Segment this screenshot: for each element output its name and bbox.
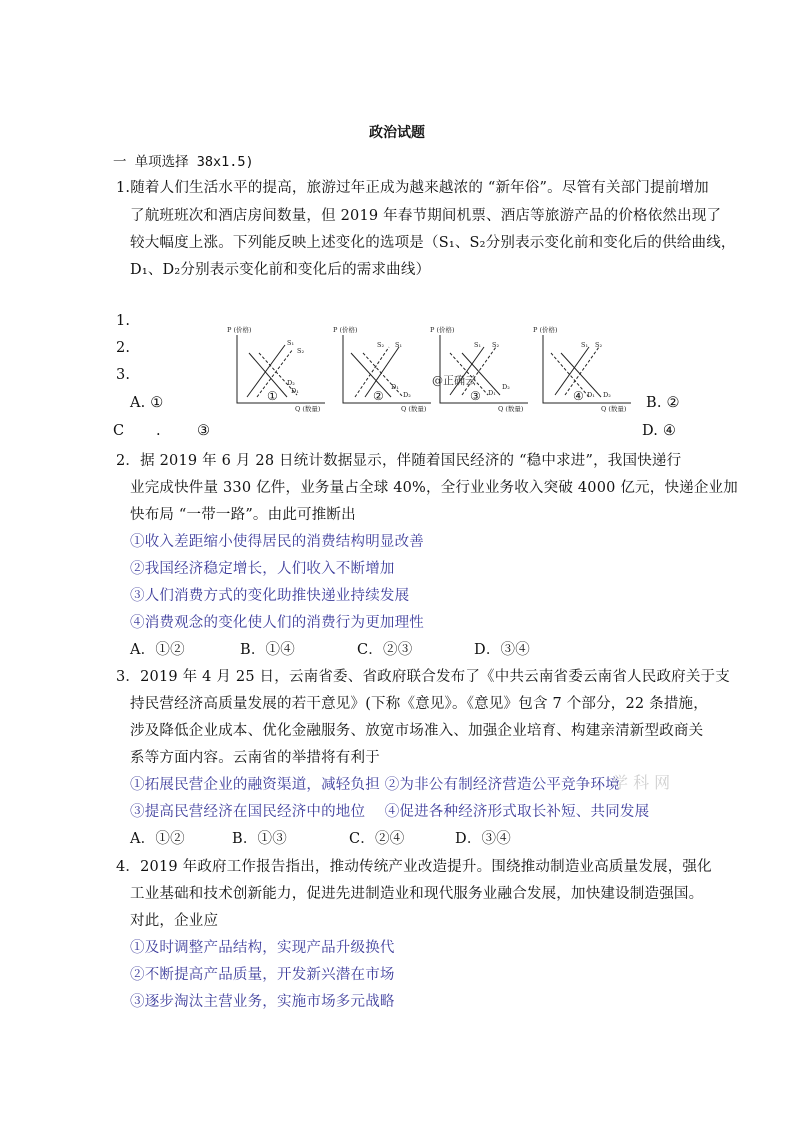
side-number-2: 2. [116,340,131,356]
q1-line-3: 较大幅度上涨。下列能反映上述变化的选项是（S₁、S₂分别表示变化前和变化后的供给曲线， [130,235,736,251]
q3-line-4: 系等方面内容。云南省的举措将有利于 [130,750,380,766]
q2-line-1: 2．据 2019 年 6 月 28 日统计数据显示，伴随着国民经济的 “稳中求进”，我国快递行 [116,453,682,469]
curve-label: S₂ [492,341,500,349]
side-number-1: 1. [116,313,131,329]
q1-option-c-letter[interactable]: C [113,423,125,439]
q2-item-4: ④消费观念的变化使人们的消费行为更加理性 [130,615,424,631]
q3-items-row-2: ③提高民营经济在国民经济中的地位 ④促进各种经济形式取长补短、共同发展 [130,804,650,820]
curve-label: D₁ [391,383,399,391]
q1-option-a[interactable]: A. ① [130,395,164,411]
curve-label: D₂ [603,391,611,399]
curve-label: D₁ [587,391,595,399]
axis-x-label: Q (数量) [295,405,321,413]
q1-line-4: D₁、D₂分别表示变化前和变化后的需求曲线） [130,262,431,278]
curve-label: S₁ [581,341,589,349]
curve-label: S₁ [395,341,403,349]
q4-item-1: ①及时调整产品结构，实现产品升级换代 [130,940,395,956]
graph-label-1: ① [267,389,278,403]
q3-line-3: 涉及降低企业成本、优化金融服务、放宽市场准入、加强企业培育、构建亲清新型政商关 [130,723,704,739]
axis-y-label: P (价格) [533,326,558,334]
q2-option-d[interactable]: D．③④ [474,642,530,658]
section-heading: 一 单项选择 38x1.5) [113,154,254,170]
curve-label: D₁ [488,389,496,397]
curve-label: S₁ [474,341,482,349]
q4-line-3: 对此，企业应 [130,913,219,929]
q3-option-d[interactable]: D．③④ [455,831,511,847]
curve-label: S₁ [287,339,295,347]
q2-option-a[interactable]: A．①② [130,642,185,658]
q1-option-b[interactable]: B. ② [646,395,680,411]
q1-option-c-dot: . [156,423,161,439]
watermark: 学 科 网 [612,773,671,792]
curve-label: D₂ [502,383,510,391]
q4-line-1: 4．2019 年政府工作报告指出，推动传统产业改造提升。围绕推动制造业高质量发展，强化 [116,859,712,875]
curve-label: S₂ [297,347,305,355]
side-number-3: 3. [116,367,131,383]
q3-items-row-1: ①拓展民营企业的融资渠道，减轻负担 ②为非公有制经济营造公平竞争环境 [130,777,620,793]
page-title: 政治试题 [369,125,425,141]
q1-line-2: 了航班班次和酒店房间数量，但 2019 年春节期间机票、酒店等旅游产品的价格依然出现了 [130,208,722,224]
q1-option-c-value[interactable]: ③ [197,423,211,439]
q1-line-1: 1.随着人们生活水平的提高，旅游过年正成为越来越浓的 “新年俗”。尽管有关部门提前增加 [116,180,709,196]
q2-item-2: ②我国经济稳定增长，人们收入不断增加 [130,561,395,577]
axis-y-label: P (价格) [333,326,358,334]
q4-item-2: ②不断提高产品质量，开发新兴潜在市场 [130,967,395,983]
axis-x-label: Q (数量) [601,405,627,413]
q2-option-b[interactable]: B．①④ [240,642,295,658]
q2-option-c[interactable]: C．②③ [357,642,413,658]
q3-option-b[interactable]: B．①③ [232,831,287,847]
axis-y-label: P (价格) [227,326,252,334]
curve-label: S₂ [377,341,385,349]
axis-y-label: P (价格) [430,326,455,334]
q2-line-2: 业完成快件量 330 亿件，业务量占全球 40%，全行业业务收入突破 4000 亿元，快递企业加 [130,480,738,496]
q2-item-3: ③人们消费方式的变化助推快递业持续发展 [130,588,410,604]
curve-label: D₁ [291,387,299,395]
q3-option-c[interactable]: C．②④ [349,831,405,847]
watermark-text: @正确云 [432,374,476,387]
q3-line-2: 持民营经济高质量发展的若干意见》(下称《意见》。《意见》包含 7 个部分，22 条措施， [130,696,708,712]
axis-x-label: Q (数量) [401,405,427,413]
q4-item-3: ③逐步淘汰主营业务，实施市场多元战略 [130,994,395,1010]
axis-x-label: Q (数量) [498,405,524,413]
q3-option-a[interactable]: A．①② [130,831,185,847]
q3-line-1: 3．2019 年 4 月 25 日，云南省委、省政府联合发布了《中共云南省委云南省人民政府关于支 [116,669,730,685]
graph-label-4: ④ [573,389,584,403]
supply-demand-graph-4 [531,323,646,415]
supply-demand-graph-3 [428,323,543,415]
q4-line-2: 工业基础和技术创新能力，促进先进制造业和现代服务业融合发展，加快建设制造强国。 [130,886,704,902]
q1-option-d[interactable]: D. ④ [642,423,677,439]
curve-label: S₂ [595,341,603,349]
graph-label-2: ② [373,389,384,403]
q2-item-1: ①收入差距缩小使得居民的消费结构明显改善 [130,534,424,550]
curve-label: D₂ [403,391,411,399]
curve-label: D₂ [287,379,295,387]
graph-label-3: ③ [470,389,481,403]
supply-demand-graph-1 [225,323,340,415]
q2-line-3: 快布局 “一带一路”。由此可推断出 [130,507,356,523]
